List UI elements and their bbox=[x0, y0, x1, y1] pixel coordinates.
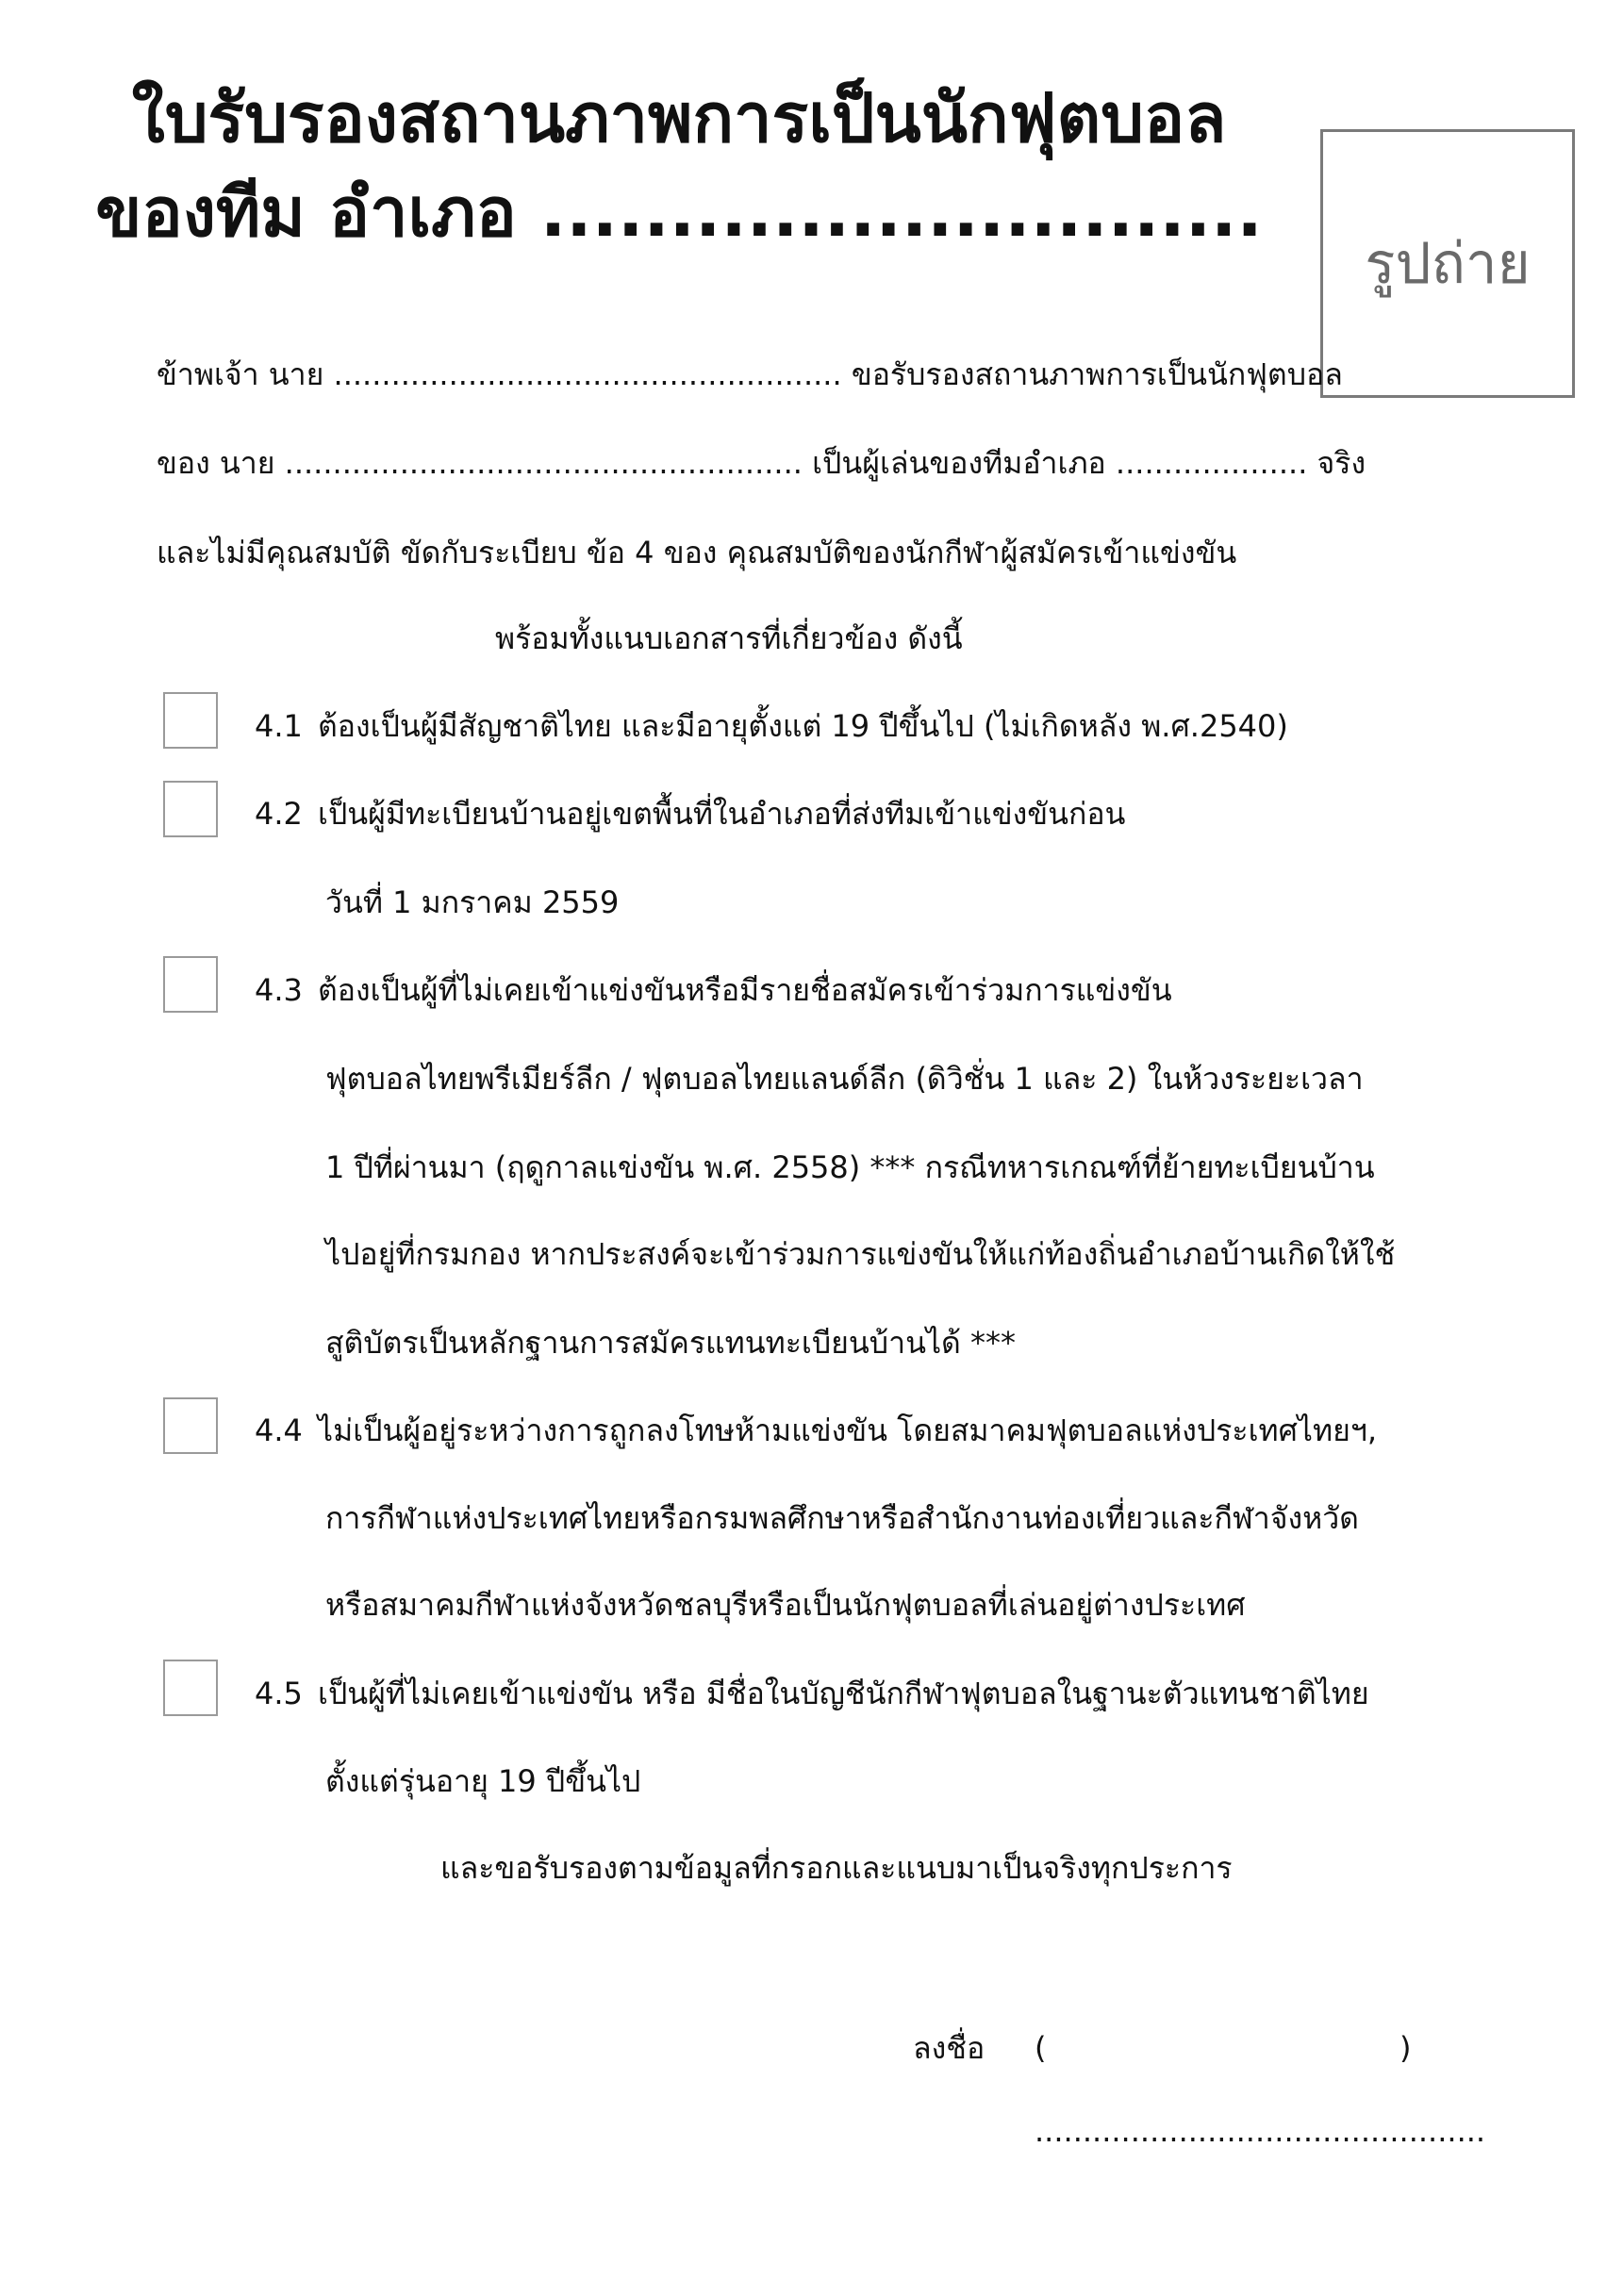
signature-close-paren: ) bbox=[1399, 2030, 1412, 2066]
item-4-2-text-line-1: เป็นผู้มีทะเบียนบ้านอยู่เขตพื้นที่ในอำเภอที่ส่งทีมเข้าแข่งขันก่อน bbox=[318, 796, 1126, 832]
photo-placeholder-box bbox=[1320, 129, 1575, 398]
item-4-5-text-line-1: เป็นผู้ที่ไม่เคยเข้าแข่งขัน หรือ มีชื่อในบัญชีนักกีฬาฟุตบอลในฐานะตัวแทนชาติไทย bbox=[318, 1676, 1369, 1711]
item-4-4-text-line-2: การกีฬาแห่งประเทศไทยหรือกรมพลศึกษาหรือสำนักงานท่องเที่ยวและกีฬาจังหวัด bbox=[325, 1500, 1359, 1536]
signature-label: ลงชื่อ bbox=[913, 2030, 985, 2066]
item-number: 4.1 bbox=[255, 708, 303, 744]
item-4-4-text-line-3: หรือสมาคมกีฬาแห่งจังหวัดชลบุรีหรือเป็นนักฟุตบอลที่เล่นอยู่ต่างประเทศ bbox=[325, 1587, 1246, 1623]
checkbox-item-4-3[interactable] bbox=[163, 956, 218, 1013]
item-4-3-text-line-2: ฟุตบอลไทยพรีเมียร์ลีก / ฟุตบอลไทยแลนด์ลีก (ดิวิชั่น 1 และ 2) ในห้วงระยะเวลา bbox=[325, 1061, 1364, 1097]
document-title-line-1: ใบรับรองสถานภาพการเป็นนักฟุตบอล bbox=[131, 78, 1227, 157]
document-title-line-2: ของทีม อำเภอ ............................ bbox=[95, 173, 1263, 252]
item-4-1-text: ต้องเป็นผู้มีสัญชาติไทย และมีอายุตั้งแต่ 19 ปีขึ้นไป (ไม่เกิดหลัง พ.ศ.2540) bbox=[318, 708, 1288, 744]
intro-line-2: ของ นาย ...................................................... เป็นผู้เล่นของทีมอำเภอ .................... จริง bbox=[157, 445, 1366, 481]
photo-label: รูปถ่าย bbox=[1365, 231, 1531, 297]
item-4-3-text-line-1: ต้องเป็นผู้ที่ไม่เคยเข้าแข่งขันหรือมีรายชื่อสมัครเข้าร่วมการแข่งขัน bbox=[318, 972, 1172, 1008]
item-number: 4.2 bbox=[255, 796, 303, 832]
item-number: 4.3 bbox=[255, 972, 303, 1008]
checkbox-item-4-2[interactable] bbox=[163, 781, 218, 837]
signature-open-paren: ( bbox=[1035, 2030, 1047, 2066]
item-4-5-text-line-2: ตั้งแต่รุ่นอายุ 19 ปีขึ้นไป bbox=[325, 1763, 641, 1799]
item-4-3-text-line-4: ไปอยู่ที่กรมกอง หากประสงค์จะเข้าร่วมการแข่งขันให้แก่ท้องถิ่นอำเภอบ้านเกิดให้ใช้ bbox=[325, 1236, 1396, 1272]
checkbox-item-4-5[interactable] bbox=[163, 1660, 218, 1716]
item-4-3-text-line-5: สูติบัตรเป็นหลักฐานการสมัครแทนทะเบียนบ้านได้ *** bbox=[325, 1325, 1016, 1361]
closing-statement: และขอรับรองตามข้อมูลที่กรอกและแนบมาเป็นจริงทุกประการ bbox=[440, 1850, 1233, 1886]
item-number: 4.5 bbox=[255, 1676, 303, 1711]
item-4-4-text-line-1: ไม่เป็นผู้อยู่ระหว่างการถูกลงโทษห้ามแข่งขัน โดยสมาคมฟุตบอลแห่งประเทศไทยฯ, bbox=[318, 1412, 1377, 1448]
item-4-2-text-line-2: วันที่ 1 มกราคม 2559 bbox=[325, 884, 620, 920]
checkbox-item-4-1[interactable] bbox=[163, 692, 218, 749]
signature-name-line[interactable]: ............................................... bbox=[1035, 2113, 1486, 2149]
checkbox-item-4-4[interactable] bbox=[163, 1397, 218, 1454]
item-4-3-text-line-3: 1 ปีที่ผ่านมา (ฤดูกาลแข่งขัน พ.ศ. 2558) *** กรณีทหารเกณฑ์ที่ย้ายทะเบียนบ้าน bbox=[325, 1149, 1375, 1185]
item-number: 4.4 bbox=[255, 1412, 303, 1448]
intro-line-1: ข้าพเจ้า นาย ..................................................... ขอรับรองสถานภาพการเป็นนักฟุตบอล bbox=[157, 356, 1343, 392]
intro-line-3: และไม่มีคุณสมบัติ ขัดกับระเบียบ ข้อ 4 ของ คุณสมบัติของนักกีฬาผู้สมัครเข้าแข่งขัน bbox=[157, 535, 1237, 570]
intro-line-4: พร้อมทั้งแนบเอกสารที่เกี่ยวข้อง ดังนี้ bbox=[495, 620, 963, 656]
